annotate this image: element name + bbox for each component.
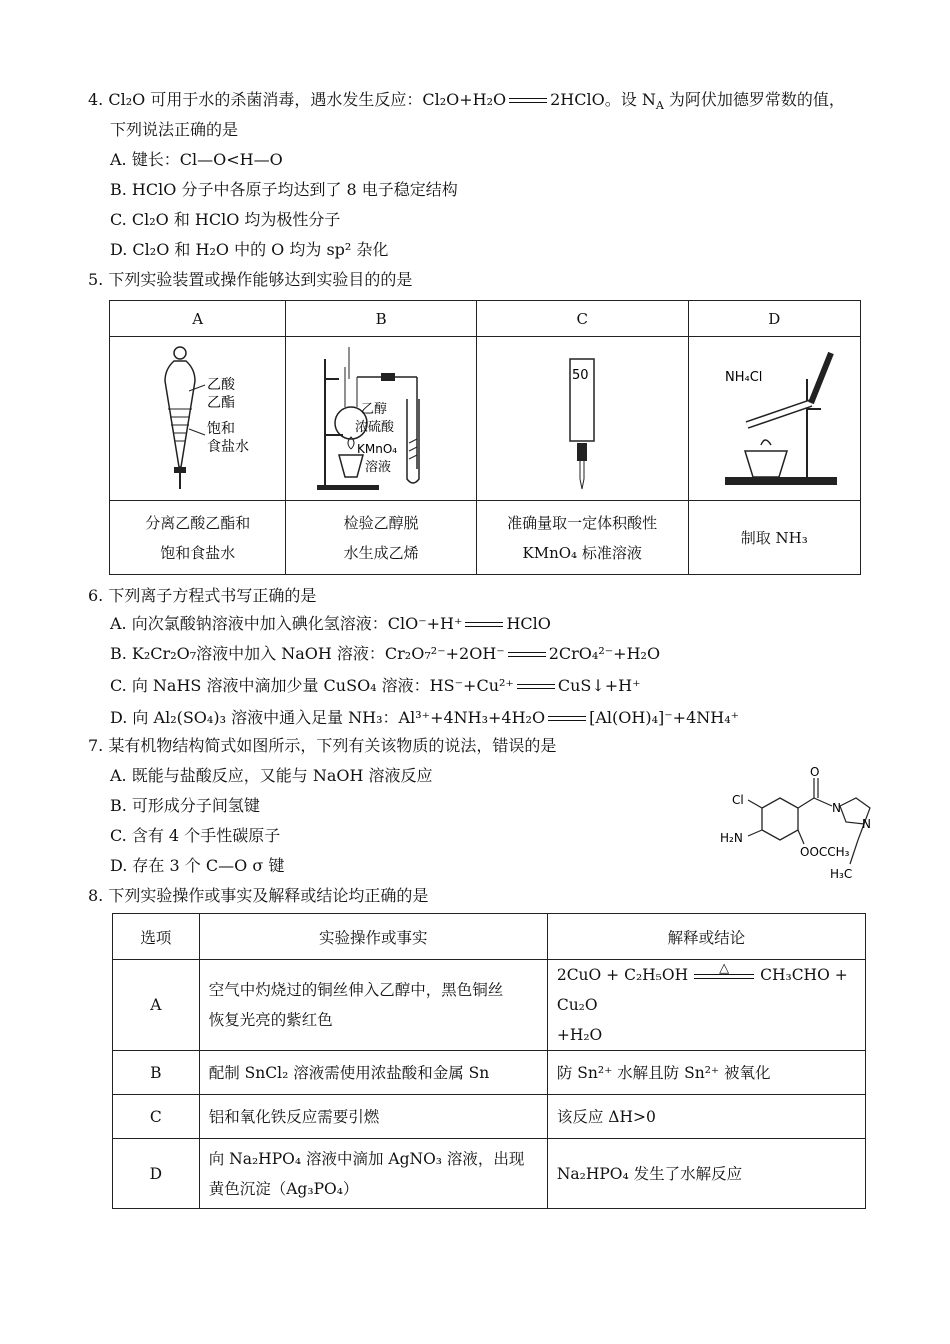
label-ethanol: 乙醇 [361,401,388,417]
q6-b-right: 2CrO₄²⁻+H₂O [548,644,661,663]
q7-structure-diagram [718,760,898,886]
q5-image-a [110,337,286,501]
q8-header-fact: 实验操作或事实 [199,914,547,960]
q4-option-b: B. HClO 分子中各原子均达到了 8 电子稳定结构 [110,180,458,199]
q5-header-c: C [476,301,688,337]
q5-image-c [476,337,688,501]
q6-c-right: CuS↓+H⁺ [557,676,641,695]
q4-option-a: A. 键长：Cl—O<H—O [110,150,283,169]
atom-cl: Cl [732,793,744,807]
label-acetic: 乙酸 [206,376,235,393]
q8-row-a-conclusion [547,960,865,1051]
q5-image-b [286,337,476,501]
atom-n2: N [862,817,871,831]
q6-a-left: A. 向次氯酸钠溶液中加入碘化氢溶液：ClO⁻+H⁺ [110,614,463,633]
q5-table [109,300,861,575]
equals-arrow [548,712,586,726]
q8-row-d [113,1139,866,1209]
caption-c-line1: 准确量取一定体积酸性 [507,513,658,532]
separatory-funnel-diagram [113,339,283,495]
q4-stem-sub: A [655,99,664,113]
label-ester: 乙酯 [206,394,235,411]
q4-stem-part3: 为阿伏加德罗常数的值， [663,90,845,109]
label-solution: 溶液 [365,459,392,475]
q8-row-d-option: D [113,1139,200,1209]
q8-row-a-con-left: 2CuO + C₂H₅OH [556,966,689,984]
q8-row-a [113,960,866,1051]
ammonia-preparation-diagram [691,339,857,495]
q6-option-d [110,706,739,730]
q8-row-b [113,1051,866,1095]
q8-row-a-con-right: CH₃CHO + Cu₂O [556,966,848,1014]
q5-stem: 5. 下列实验装置或操作能够达到实验目的的是 [88,270,413,289]
q7-option-a: A. 既能与盐酸反应，又能与 NaOH 溶液反应 [110,766,433,785]
q8-row-d-fact-line2: 黄色沉淀（Ag₃PO₄） [208,1179,359,1198]
q7-stem: 7. 某有机物结构简式如图所示，下列有关该物质的说法，错误的是 [88,736,557,755]
equals-arrow [509,94,547,108]
caption-b-line2: 水生成乙烯 [343,543,419,562]
caption-b-line1: 检验乙醇脱 [343,513,419,532]
label-kmno4: KMnO₄ [357,441,398,456]
q4-option-d: D. Cl₂O 和 H₂O 中的 O 均为 sp² 杂化 [110,240,389,259]
q8-row-b-fact: 配制 SnCl₂ 溶液需使用浓盐酸和金属 Sn [199,1051,547,1095]
q7-option-d: D. 存在 3 个 C—O σ 键 [110,856,285,875]
q8-row-a-fact-line2: 恢复光亮的紫红色 [208,1011,333,1029]
q5-header-b: B [286,301,476,337]
q5-header-d: D [688,301,860,337]
q4-stem [88,88,845,112]
q8-stem: 8. 下列实验操作或事实及解释或结论均正确的是 [88,886,429,905]
q7-option-b: B. 可形成分子间氢键 [110,796,260,815]
atom-nh2: H₂N [720,831,743,845]
label-brine: 食盐水 [206,438,249,455]
q4-option-c: C. Cl₂O 和 HClO 均为极性分子 [110,210,341,229]
caption-a-line2: 饱和食盐水 [160,543,236,562]
q6-option-b [110,642,660,666]
heat-arrow [694,961,754,986]
q6-c-left: C. 向 NaHS 溶液中滴加少量 CuSO₄ 溶液：HS⁻+Cu²⁺ [110,676,514,695]
q6-option-a [110,612,551,636]
equals-arrow [508,648,546,662]
q8-header-conclusion: 解释或结论 [547,914,865,960]
equals-arrow [517,680,555,694]
q6-a-right: HClO [506,614,551,633]
q4-stem-line2: 下列说法正确的是 [110,120,239,139]
q6-stem: 6. 下列离子方程式书写正确的是 [88,586,317,605]
q5-caption-c [476,501,688,575]
equals-arrow [465,618,503,632]
q8-row-a-fact [199,960,547,1051]
q6-d-right: [Al(OH)₄]⁻+4NH₄⁺ [589,708,740,727]
q6-d-left: D. 向 Al₂(SO₄)₃ 溶液中通入足量 NH₃：Al³⁺+4NH₃+4H₂O [110,708,546,727]
q7-option-c: C. 含有 4 个手性碳原子 [110,826,281,845]
q8-row-c [113,1095,866,1139]
ethanol-dehydration-diagram [289,339,473,495]
group-ester: OOCCH₃ [800,845,850,859]
q5-caption-b [286,501,476,575]
group-h3c: H₃C [830,867,853,881]
label-50: 50 [572,367,589,383]
q8-row-d-fact-line1: 向 Na₂HPO₄ 溶液中滴加 AgNO₃ 溶液，出现 [208,1149,525,1168]
label-saturated: 饱和 [206,420,235,437]
q8-row-b-conclusion: 防 Sn²⁺ 水解且防 Sn²⁺ 被氧化 [547,1051,865,1095]
atom-n1: N [832,801,841,815]
delta-symbol: △ [719,961,730,976]
caption-a-line1: 分离乙酸乙酯和 [145,513,251,532]
q8-row-b-option: B [113,1051,200,1095]
q8-header-option: 选项 [113,914,200,960]
q8-row-a-option: A [113,960,200,1051]
label-nh4cl: NH₄Cl [725,369,763,385]
q5-image-d [688,337,860,501]
q5-caption-a [110,501,286,575]
q8-table [112,913,866,1209]
q5-caption-d: 制取 NH₃ [688,501,860,575]
q8-row-c-option: C [113,1095,200,1139]
label-sulfuric: 浓硫酸 [355,419,395,435]
q5-header-a: A [110,301,286,337]
burette-diagram [482,339,682,495]
q6-b-left: B. K₂Cr₂O₇溶液中加入 NaOH 溶液：Cr₂O₇²⁻+2OH⁻ [110,644,505,663]
q6-option-c [110,674,641,698]
atom-o: O [810,765,820,779]
q8-row-c-fact: 铝和氧化铁反应需要引燃 [199,1095,547,1139]
q4-stem-part2: 2HClO。设 N [550,90,656,109]
q4-stem-part1: 4. Cl₂O 可用于水的杀菌消毒，遇水发生反应：Cl₂O+H₂O [88,90,507,109]
caption-c-line2: KMnO₄ 标准溶液 [522,543,642,562]
q8-row-c-conclusion: 该反应 ΔH>0 [547,1095,865,1139]
q8-row-d-conclusion: Na₂HPO₄ 发生了水解反应 [547,1139,865,1209]
q8-row-a-con-line2: +H₂O [556,1026,603,1044]
q8-row-a-fact-line1: 空气中灼烧过的铜丝伸入乙醇中，黑色铜丝 [208,981,504,999]
q8-row-d-fact [199,1139,547,1209]
